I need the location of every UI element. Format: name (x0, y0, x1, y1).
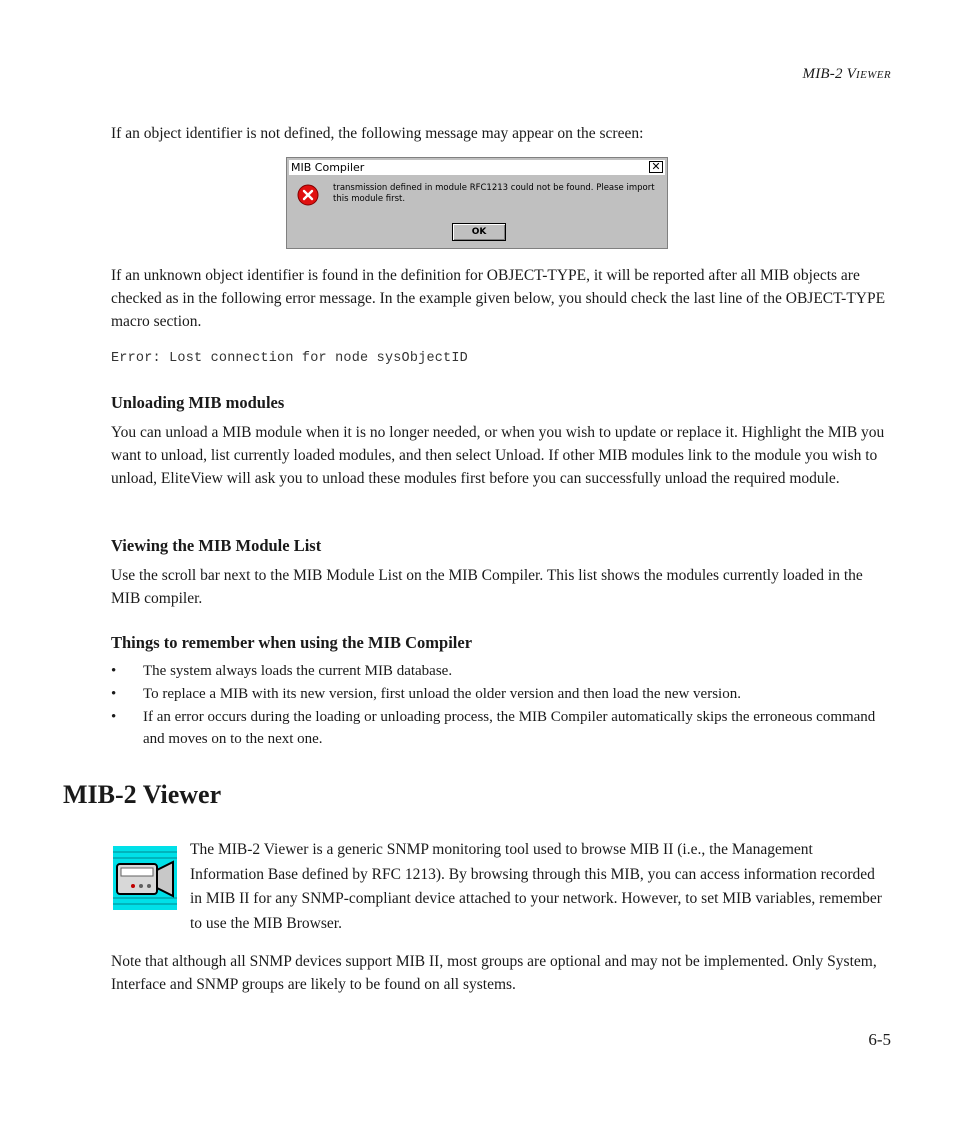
dialog-titlebar (289, 160, 665, 176)
section-title: MIB-2 Viewer (63, 780, 222, 809)
list-item (111, 683, 889, 705)
bullet: • (111, 663, 117, 679)
list-item-text: The system always loads the current MIB database. (143, 663, 453, 679)
heading-things-to-remember: Things to remember when using the MIB Compiler (111, 633, 473, 652)
error-explanation-paragraph: If an unknown object identifier is found in the definition for OBJECT-TYPE, it will be reported after all MIB objects are checked as in the following error message. In the example given below, you should check the last line of the OBJECT-TYPE macro section. (111, 267, 886, 330)
heading-viewing: Viewing the MIB Module List (111, 536, 322, 555)
viewer-paragraph: The MIB-2 Viewer is a generic SNMP monitoring tool used to browse MIB II (i.e., the Management Information Base defined by RFC 1213). By browsing through this MIB, you can access information recorded in MIB II for any SNMP-compliant device attached to your network. However, to set MIB variables, remember to use the MIB Browser. (190, 841, 882, 932)
mib-compiler-dialog (286, 157, 668, 249)
dialog-title: MIB Compiler (291, 161, 365, 174)
unloading-paragraph: You can unload a MIB module when it is no longer needed, or when you wish to update or replace it. Highlight the MIB you want to unload, list currently loaded modules, and then select Unload. If other MIB modules link to the module you wish to unload, EliteView will ask you to unload these modules first before you can successfully unload the required module. (111, 424, 885, 487)
running-header-prefix: MIB-2 V (802, 66, 857, 82)
bullet: • (111, 709, 117, 725)
running-header (803, 66, 891, 83)
remember-list (111, 660, 889, 751)
page-number: 6-5 (868, 1030, 891, 1049)
mib2-viewer-icon (113, 846, 177, 910)
list-item-text: To replace a MIB with its new version, first unload the older version and then load the new version. (143, 686, 741, 702)
running-header-rest: IEWER (856, 69, 891, 81)
ok-button[interactable]: OK (452, 223, 506, 241)
error-code-line: Error: Lost connection for node sysObjectID (111, 351, 468, 366)
error-icon (297, 184, 319, 206)
heading-unloading: Unloading MIB modules (111, 393, 285, 412)
note-paragraph: Note that although all SNMP devices support MIB II, most groups are optional and may not be implemented. Only System, Interface and SNMP groups are likely to be found on all systems. (111, 953, 877, 993)
close-icon[interactable]: ✕ (649, 161, 663, 173)
dialog-message: transmission defined in module RFC1213 could not be found. Please import this module first. (333, 183, 655, 204)
list-item (111, 706, 889, 750)
intro-paragraph: If an object identifier is not defined, the following message may appear on the screen: (111, 125, 644, 142)
list-item (111, 660, 889, 682)
list-item-text: If an error occurs during the loading or unloading process, the MIB Compiler automatically skips the erroneous command and moves on to the next one. (143, 709, 876, 747)
bullet: • (111, 686, 117, 702)
viewing-paragraph: Use the scroll bar next to the MIB Module List on the MIB Compiler. This list shows the modules currently loaded in the MIB compiler. (111, 567, 863, 607)
